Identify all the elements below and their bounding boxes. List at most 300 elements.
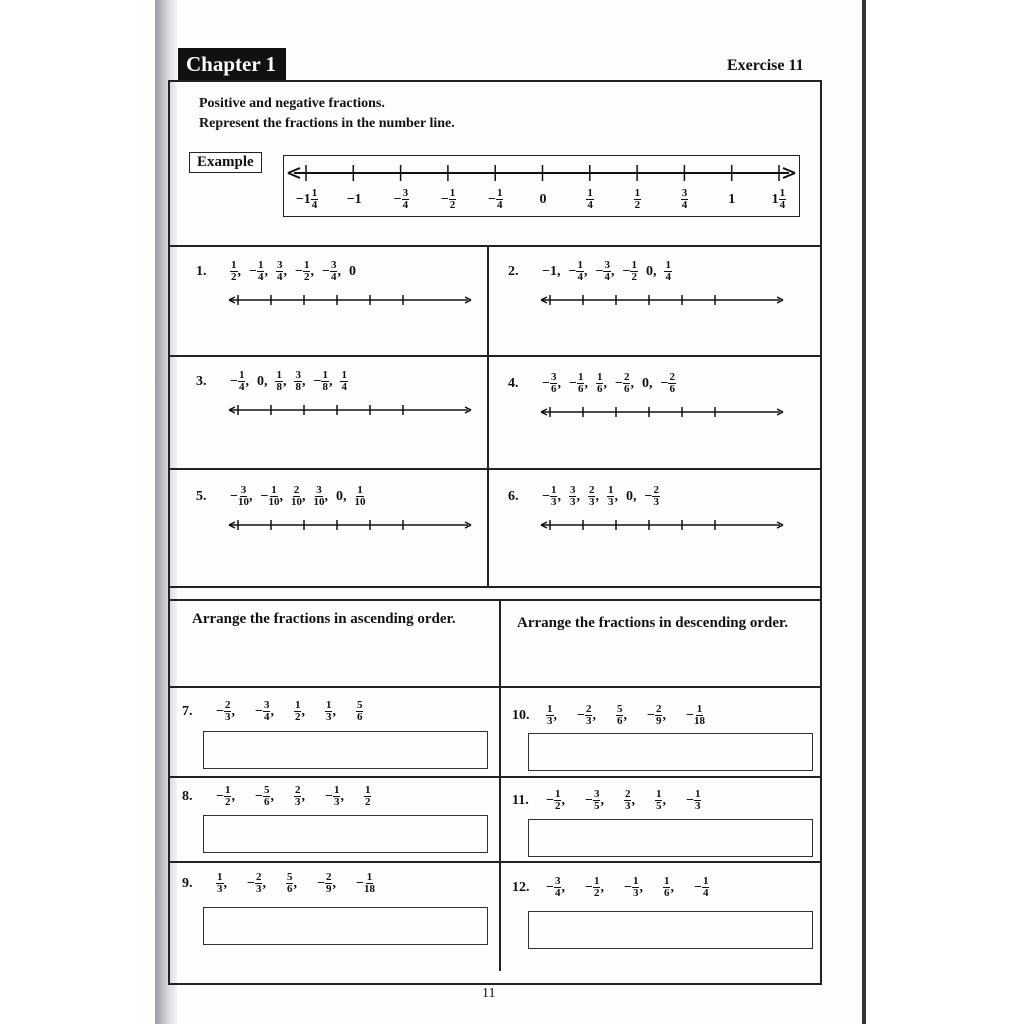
denominator: 3 bbox=[632, 887, 639, 899]
numerator: 1 bbox=[607, 484, 614, 496]
fraction bbox=[238, 485, 249, 508]
comma: , bbox=[600, 792, 604, 808]
fraction bbox=[663, 876, 671, 899]
number-line-3[interactable] bbox=[228, 402, 478, 418]
answer-box-9[interactable] bbox=[203, 907, 488, 945]
sign: − bbox=[546, 879, 554, 895]
fraction bbox=[257, 260, 265, 283]
fraction bbox=[263, 700, 271, 723]
denominator: 3 bbox=[569, 496, 576, 508]
numerator: 3 bbox=[554, 875, 561, 887]
tick-label bbox=[382, 188, 420, 211]
comma: , bbox=[584, 375, 588, 391]
term bbox=[286, 872, 297, 895]
numerator: 1 bbox=[587, 187, 593, 199]
whole: 1 bbox=[728, 191, 736, 207]
question-number: 1. bbox=[196, 263, 207, 279]
denominator: 4 bbox=[587, 199, 593, 211]
denominator: 8 bbox=[322, 381, 328, 393]
term bbox=[294, 370, 305, 393]
numerator: 3 bbox=[276, 259, 283, 271]
whole: 0 bbox=[335, 488, 343, 504]
numerator: 2 bbox=[624, 788, 631, 800]
term bbox=[249, 260, 268, 283]
term bbox=[356, 700, 364, 723]
whole: 0 bbox=[256, 373, 264, 389]
term bbox=[230, 485, 252, 508]
sign: − bbox=[623, 879, 632, 895]
fraction bbox=[616, 704, 624, 727]
divider bbox=[168, 599, 822, 601]
sign: − bbox=[393, 191, 402, 207]
numerator: 1 bbox=[694, 788, 701, 800]
question-number: 7. bbox=[182, 703, 193, 719]
term bbox=[216, 872, 227, 895]
term bbox=[349, 264, 356, 280]
numerator: 2 bbox=[588, 484, 595, 496]
numerator: 3 bbox=[569, 484, 576, 496]
tick-label bbox=[477, 188, 515, 211]
term bbox=[230, 370, 249, 393]
tick-label bbox=[335, 188, 373, 211]
question-8 bbox=[182, 785, 391, 808]
term bbox=[364, 785, 372, 808]
comma: , bbox=[293, 875, 297, 891]
tick-label bbox=[430, 188, 468, 211]
numerator: 2 bbox=[224, 699, 231, 711]
sign: − bbox=[614, 375, 623, 391]
comma: , bbox=[301, 703, 305, 719]
term bbox=[354, 485, 365, 508]
comma: , bbox=[630, 375, 634, 391]
term bbox=[585, 876, 604, 899]
sign: − bbox=[321, 263, 330, 279]
numerator: 1 bbox=[577, 371, 584, 383]
term bbox=[568, 260, 587, 283]
term bbox=[295, 260, 314, 283]
numerator: 3 bbox=[295, 369, 301, 381]
divider bbox=[499, 599, 501, 971]
fraction bbox=[668, 372, 676, 395]
comma: , bbox=[237, 263, 241, 279]
term bbox=[660, 372, 675, 395]
whole: 0 bbox=[625, 488, 633, 504]
denominator: 2 bbox=[231, 271, 237, 283]
divider bbox=[168, 245, 822, 247]
comma: , bbox=[340, 788, 344, 804]
numerator: 3 bbox=[604, 259, 610, 271]
answer-box-7[interactable] bbox=[203, 731, 488, 769]
term bbox=[616, 704, 627, 727]
term bbox=[569, 372, 588, 395]
fraction bbox=[275, 370, 283, 393]
numerator: 1 bbox=[663, 875, 670, 887]
denominator: 3 bbox=[588, 496, 595, 508]
sign: − bbox=[577, 707, 585, 723]
question-1 bbox=[196, 260, 364, 283]
denominator: 3 bbox=[325, 711, 332, 723]
denominator: 6 bbox=[550, 383, 557, 395]
term bbox=[336, 489, 347, 505]
number-line-5[interactable] bbox=[228, 517, 478, 533]
divider bbox=[168, 861, 822, 863]
denominator: 2 bbox=[634, 199, 641, 211]
sign: − bbox=[488, 191, 496, 207]
tick-label bbox=[524, 188, 562, 211]
denominator: 3 bbox=[585, 715, 592, 727]
divider bbox=[168, 776, 822, 778]
numerator: 2 bbox=[669, 371, 675, 383]
numerator: 2 bbox=[325, 871, 332, 883]
fraction bbox=[402, 188, 410, 211]
fraction bbox=[569, 485, 577, 508]
denominator: 5 bbox=[593, 800, 600, 812]
fraction bbox=[303, 260, 311, 283]
sign: − bbox=[542, 488, 550, 504]
denominator: 3 bbox=[653, 496, 659, 508]
numerator: 1 bbox=[217, 871, 223, 883]
denominator: 3 bbox=[294, 796, 301, 808]
numerator: 1 bbox=[224, 784, 231, 796]
denominator: 3 bbox=[224, 711, 231, 723]
fraction bbox=[311, 188, 319, 211]
numerator: 2 bbox=[255, 871, 262, 883]
sign: − bbox=[216, 703, 224, 719]
question-number: 3. bbox=[196, 373, 207, 389]
fraction bbox=[623, 372, 631, 395]
question-number: 2. bbox=[508, 263, 519, 279]
denominator: 4 bbox=[681, 199, 688, 211]
whole: 0 bbox=[641, 375, 649, 391]
comma: , bbox=[328, 373, 333, 389]
fraction bbox=[286, 872, 294, 895]
denominator: 4 bbox=[577, 271, 583, 283]
numerator: 2 bbox=[293, 484, 300, 496]
comma: , bbox=[639, 879, 643, 895]
fraction bbox=[655, 704, 663, 727]
answer-box-10[interactable] bbox=[528, 733, 813, 771]
term bbox=[317, 872, 336, 895]
number-line-1[interactable] bbox=[228, 292, 478, 308]
denominator: 4 bbox=[341, 381, 347, 393]
question-7 bbox=[182, 700, 383, 723]
fraction bbox=[291, 485, 302, 508]
divider bbox=[168, 686, 822, 688]
sign: − bbox=[247, 875, 255, 891]
whole: 1 bbox=[549, 263, 557, 279]
comma: , bbox=[553, 707, 557, 723]
question-3 bbox=[196, 370, 356, 393]
fraction bbox=[364, 785, 372, 808]
sign: − bbox=[660, 375, 669, 391]
denominator: 2 bbox=[224, 796, 231, 808]
numerator: 1 bbox=[333, 784, 340, 796]
denominator: 4 bbox=[257, 271, 264, 283]
comma: , bbox=[231, 788, 235, 804]
denominator: 3 bbox=[255, 883, 262, 895]
denominator: 10 bbox=[290, 496, 302, 508]
denominator: 3 bbox=[217, 883, 223, 895]
question-12 bbox=[512, 876, 729, 899]
fraction bbox=[624, 789, 632, 812]
fraction bbox=[550, 372, 558, 395]
instructions bbox=[199, 94, 455, 134]
term bbox=[615, 372, 634, 395]
question-number: 4. bbox=[508, 375, 519, 391]
comma: , bbox=[245, 373, 249, 389]
numerator: 1 bbox=[325, 699, 332, 711]
term bbox=[322, 260, 341, 283]
comma: , bbox=[556, 263, 561, 279]
denominator: 3 bbox=[550, 496, 557, 508]
question-number: 10. bbox=[512, 707, 530, 723]
fraction bbox=[268, 485, 279, 508]
denominator: 5 bbox=[655, 800, 662, 812]
example-number-line bbox=[284, 159, 801, 189]
whole: 1 bbox=[303, 191, 311, 207]
sign: − bbox=[546, 792, 554, 808]
question-number: 5. bbox=[196, 488, 207, 504]
sign: − bbox=[542, 375, 550, 391]
numerator: 1 bbox=[634, 187, 641, 199]
denominator: 4 bbox=[263, 711, 270, 723]
sign: − bbox=[324, 788, 333, 804]
fraction bbox=[294, 785, 302, 808]
numerator: 5 bbox=[616, 703, 623, 715]
numerator: 2 bbox=[655, 703, 662, 715]
descending-heading: Arrange the fractions in descending order. bbox=[517, 615, 789, 631]
divider bbox=[168, 586, 822, 588]
fraction bbox=[356, 700, 364, 723]
number-line-6[interactable] bbox=[540, 517, 790, 533]
sign: − bbox=[355, 875, 364, 891]
numerator: 1 bbox=[257, 259, 264, 271]
sign: − bbox=[260, 488, 269, 504]
term bbox=[664, 260, 672, 283]
denominator: 2 bbox=[303, 271, 310, 283]
whole: 1 bbox=[771, 191, 779, 207]
comma: , bbox=[223, 875, 227, 891]
tick-label bbox=[571, 188, 609, 211]
term bbox=[642, 376, 653, 392]
numerator: 1 bbox=[554, 788, 561, 800]
term bbox=[356, 872, 375, 895]
numerator: 3 bbox=[330, 259, 337, 271]
number-line-2[interactable] bbox=[540, 292, 790, 308]
numerator: 2 bbox=[294, 784, 301, 796]
term bbox=[624, 876, 643, 899]
fraction bbox=[255, 872, 263, 895]
term bbox=[686, 789, 701, 812]
fraction bbox=[681, 188, 689, 211]
numerator: 5 bbox=[286, 871, 293, 883]
fraction bbox=[664, 260, 672, 283]
term bbox=[542, 485, 561, 508]
fraction bbox=[340, 370, 348, 393]
term bbox=[663, 876, 674, 899]
comma: , bbox=[301, 488, 306, 504]
denominator: 6 bbox=[577, 383, 584, 395]
numerator: 1 bbox=[271, 484, 277, 496]
denominator: 6 bbox=[623, 383, 630, 395]
fraction bbox=[325, 872, 333, 895]
numerator: 1 bbox=[366, 871, 373, 883]
denominator: 18 bbox=[363, 883, 375, 895]
term bbox=[542, 372, 561, 395]
denominator: 6 bbox=[663, 887, 670, 899]
comma: , bbox=[337, 263, 341, 279]
denominator: 6 bbox=[356, 711, 363, 723]
term bbox=[655, 789, 666, 812]
answer-box-8[interactable] bbox=[203, 815, 488, 853]
term bbox=[294, 700, 305, 723]
fraction bbox=[588, 485, 596, 508]
term bbox=[694, 876, 709, 899]
term bbox=[294, 785, 305, 808]
term bbox=[546, 789, 565, 812]
fraction bbox=[655, 789, 663, 812]
fraction bbox=[216, 872, 224, 895]
denominator: 2 bbox=[294, 711, 301, 723]
fraction bbox=[634, 188, 642, 211]
sign: − bbox=[294, 263, 303, 279]
whole: 0 bbox=[348, 263, 356, 279]
fraction bbox=[276, 260, 284, 283]
fraction bbox=[354, 485, 365, 508]
numerator: 1 bbox=[294, 699, 301, 711]
term bbox=[313, 370, 332, 393]
comma: , bbox=[600, 879, 604, 895]
denominator: 4 bbox=[238, 381, 245, 393]
term bbox=[276, 260, 287, 283]
comma: , bbox=[332, 875, 336, 891]
sign: − bbox=[249, 263, 257, 279]
denominator: 6 bbox=[596, 383, 603, 395]
question-2 bbox=[508, 260, 680, 283]
question-11 bbox=[512, 789, 721, 812]
comma: , bbox=[283, 263, 287, 279]
term bbox=[230, 260, 241, 283]
numerator: 1 bbox=[665, 259, 671, 271]
comma: , bbox=[279, 488, 283, 504]
comma: , bbox=[662, 707, 666, 723]
tick-label bbox=[618, 188, 656, 211]
sign: − bbox=[295, 191, 304, 207]
denominator: 3 bbox=[624, 800, 631, 812]
numerator: 3 bbox=[402, 187, 409, 199]
fraction bbox=[224, 700, 232, 723]
instruction-line: Positive and negative fractions. bbox=[199, 96, 385, 111]
question-number: 11. bbox=[512, 792, 529, 808]
comma: , bbox=[595, 488, 599, 504]
sign: − bbox=[440, 191, 449, 207]
numerator: 1 bbox=[357, 484, 363, 496]
comma: , bbox=[610, 263, 615, 279]
comma: , bbox=[310, 263, 314, 279]
numerator: 1 bbox=[303, 259, 310, 271]
numerator: 1 bbox=[311, 187, 318, 199]
term bbox=[257, 374, 268, 390]
denominator: 8 bbox=[295, 381, 301, 393]
tick-label bbox=[288, 188, 326, 211]
example-tick-labels bbox=[288, 188, 798, 211]
answer-box-11[interactable] bbox=[528, 819, 813, 857]
numerator: 1 bbox=[238, 369, 245, 381]
denominator: 6 bbox=[669, 383, 675, 395]
sign: − bbox=[254, 788, 263, 804]
fraction bbox=[596, 372, 604, 395]
instruction-line: Represent the fractions in the number line. bbox=[199, 116, 455, 131]
question-6 bbox=[508, 485, 668, 508]
term bbox=[340, 370, 348, 393]
sign: − bbox=[568, 263, 577, 279]
denominator: 4 bbox=[311, 199, 318, 211]
fraction bbox=[554, 876, 562, 899]
denominator: 9 bbox=[655, 715, 662, 727]
numerator: 1 bbox=[364, 784, 371, 796]
term bbox=[569, 485, 580, 508]
fraction bbox=[330, 260, 338, 283]
question-10 bbox=[512, 704, 725, 727]
numerator: 5 bbox=[263, 784, 270, 796]
comma: , bbox=[592, 707, 596, 723]
whole: 0 bbox=[539, 191, 547, 207]
fraction bbox=[496, 188, 504, 211]
whole: 0 bbox=[645, 263, 653, 279]
comma: , bbox=[623, 707, 627, 723]
fraction bbox=[694, 789, 702, 812]
numerator: 1 bbox=[276, 369, 282, 381]
whole: 1 bbox=[354, 191, 362, 207]
sign: − bbox=[622, 263, 631, 279]
number-line-4[interactable] bbox=[540, 404, 790, 420]
term bbox=[622, 260, 637, 283]
term bbox=[542, 264, 560, 280]
denominator: 6 bbox=[263, 796, 270, 808]
numerator: 3 bbox=[681, 187, 688, 199]
comma: , bbox=[652, 263, 657, 279]
numerator: 1 bbox=[322, 369, 328, 381]
term bbox=[325, 785, 344, 808]
denominator: 4 bbox=[330, 271, 337, 283]
term bbox=[255, 700, 274, 723]
term bbox=[546, 876, 565, 899]
fraction bbox=[313, 485, 324, 508]
term bbox=[325, 700, 336, 723]
sign: − bbox=[584, 879, 593, 895]
numerator: 1 bbox=[496, 187, 503, 199]
denominator: 4 bbox=[554, 887, 561, 899]
comma: , bbox=[263, 373, 268, 389]
comma: , bbox=[670, 879, 674, 895]
sign: − bbox=[644, 488, 653, 504]
numerator: 1 bbox=[577, 259, 583, 271]
term bbox=[588, 485, 599, 508]
comma: , bbox=[576, 488, 580, 504]
example-label: Example bbox=[189, 152, 262, 173]
denominator: 4 bbox=[496, 199, 503, 211]
comma: , bbox=[614, 488, 618, 504]
term bbox=[595, 260, 614, 283]
answer-box-12[interactable] bbox=[528, 911, 813, 949]
sign: − bbox=[230, 373, 238, 389]
sign: − bbox=[542, 263, 550, 279]
sign: − bbox=[346, 191, 355, 207]
term bbox=[577, 704, 596, 727]
comma: , bbox=[631, 792, 635, 808]
comma: , bbox=[262, 875, 266, 891]
fraction bbox=[230, 260, 238, 283]
